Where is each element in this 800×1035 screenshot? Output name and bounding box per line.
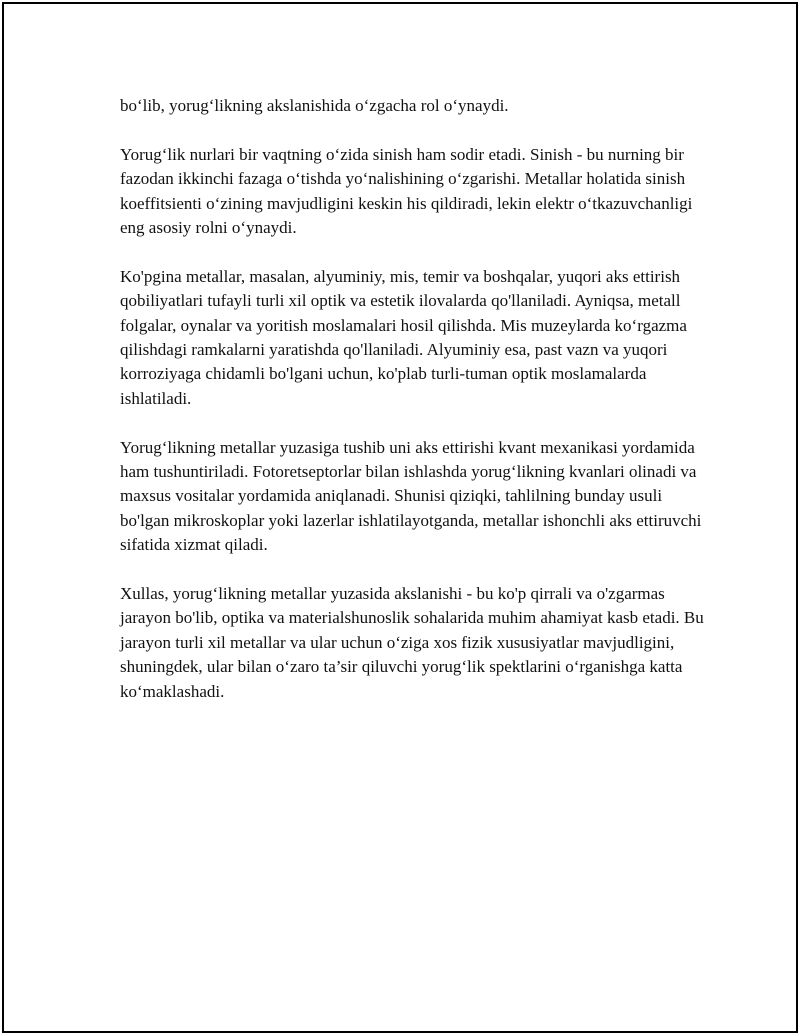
paragraph-4: Yorug‘likning metallar yuzasiga tushib uni aks ettirishi kvant mexanikasi yordamida ham tushuntiriladi. Fotoretseptorlar bilan ishlashda yorug‘likning kvanlari olinadi va maxsus vositalar yordamida aniqlanadi. Shunisi qiziqki, tahlilning bunday usuli bo'lgan mikroskoplar yoki lazerlar ishlatilayotganda, metallar ishonchli aks ettiruvchi sifatida xizmat qiladi. (120, 437, 702, 555)
document-page (2, 2, 798, 1033)
paragraph-3: Ko'pgina metallar, masalan, alyuminiy, mis, temir va boshqalar, yuqori aks ettirish qobiliyatlari tufayli turli xil optik va estetik ilovalarda qo'llaniladi. Ayniqsa, metall folgalar, oynalar va yoritish moslamalari hosil qilishda. Mis muzeylarda ko‘rgazma qilishdagi ramkalarni yaratishda qo'llaniladi. Alyuminiy esa, past vazn va yuqori korroziyaga chidamli bo'lgani uchun, ko'plab turli-tuman optik moslamalarda ishlatiladi. (120, 266, 687, 408)
paragraph-1: bo‘lib, yorug‘likning akslanishida o‘zgacha rol o‘ynaydi. (120, 96, 509, 115)
document-body (120, 94, 710, 728)
paragraph-5: Xullas, yorug‘likning metallar yuzasida akslanishi - bu ko'p qirrali va o'zgarmas jarayon bo'lib, optika va materialshunoslik sohalarida muhim ahamiyat kasb etadi. Bu jarayon turli xil metallar va ular uchun o‘ziga xos fizik xususiyatlar mavjudligini, shuningdek, ular bilan o‘zaro ta’sir qiluvchi yorug‘lik spektlarini o‘rganishga katta ko‘maklashadi. (120, 584, 704, 701)
paragraph-2: Yorug‘lik nurlari bir vaqtning o‘zida sinish ham sodir etadi. Sinish - bu nurning bir fazodan ikkinchi fazaga o‘tishda yo‘nalishining o‘zgarishi. Metallar holatida sinish koeffitsienti o‘zining mavjudligini keskin his qildiradi, lekin elektr o‘tkazuvchanligi eng asosiy rolni o‘ynaydi. (120, 144, 693, 238)
